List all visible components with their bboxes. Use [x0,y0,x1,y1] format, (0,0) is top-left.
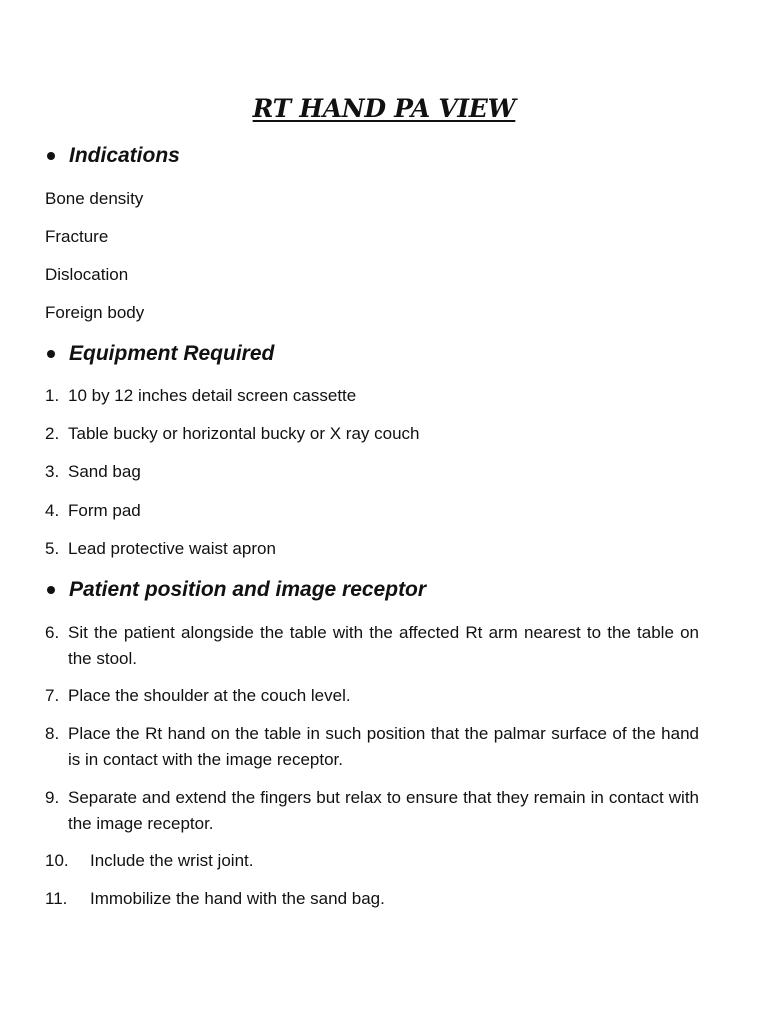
item-number: 6. [45,623,60,642]
section-heading-positioning [46,578,426,602]
item-text: Separate and extend the fingers but relax to ensure that they remain in contact with the image receptor. [68,788,699,833]
bullet-icon [47,350,55,358]
item-number: 4. [45,501,60,520]
equipment-item [45,383,699,409]
equipment-item [45,459,699,485]
item-number: 10. [45,851,69,870]
page-title: RT HAND PA VIEW [252,94,516,123]
item-text: Include the wrist joint. [90,851,254,870]
item-text: Sit the patient alongside the table with the affected Rt arm nearest to the table on the stool. [68,623,699,668]
positioning-item [45,620,699,671]
equipment-item [45,421,699,447]
equipment-item [45,498,699,524]
item-text: Lead protective waist apron [68,539,276,558]
item-number: 7. [45,686,60,705]
item-number: 2. [45,424,60,443]
item-text: Immobilize the hand with the sand bag. [90,889,385,908]
item-text: Place the shoulder at the couch level. [68,686,351,705]
item-number: 5. [45,539,60,558]
bullet-icon [47,152,55,160]
item-text: 10 by 12 inches detail screen cassette [68,386,357,405]
item-text: Form pad [68,501,141,520]
section-heading-label: Equipment Required [69,342,275,365]
section-heading-indications [46,144,180,168]
item-number: 8. [45,724,60,743]
positioning-item [45,886,699,912]
indication-item: Bone density [45,189,144,208]
bullet-icon [47,586,55,594]
item-number: 9. [45,788,60,807]
equipment-item [45,536,699,562]
item-text: Sand bag [68,462,141,481]
section-heading-equipment [46,342,274,366]
item-number: 1. [45,386,60,405]
indication-item: Fracture [45,227,109,246]
indication-item: Dislocation [45,265,129,284]
indication-item: Foreign body [45,303,145,322]
section-heading-label: Patient position and image receptor [69,578,427,601]
positioning-item [45,848,699,874]
item-number: 11. [45,889,68,908]
item-number: 3. [45,462,60,481]
item-text: Table bucky or horizontal bucky or X ray couch [68,424,420,443]
section-heading-label: Indications [69,144,180,167]
item-text: Place the Rt hand on the table in such position that the palmar surface of the hand is in contact with the image receptor. [68,724,699,769]
positioning-item [45,721,699,772]
positioning-item [45,683,699,709]
positioning-item [45,785,699,836]
